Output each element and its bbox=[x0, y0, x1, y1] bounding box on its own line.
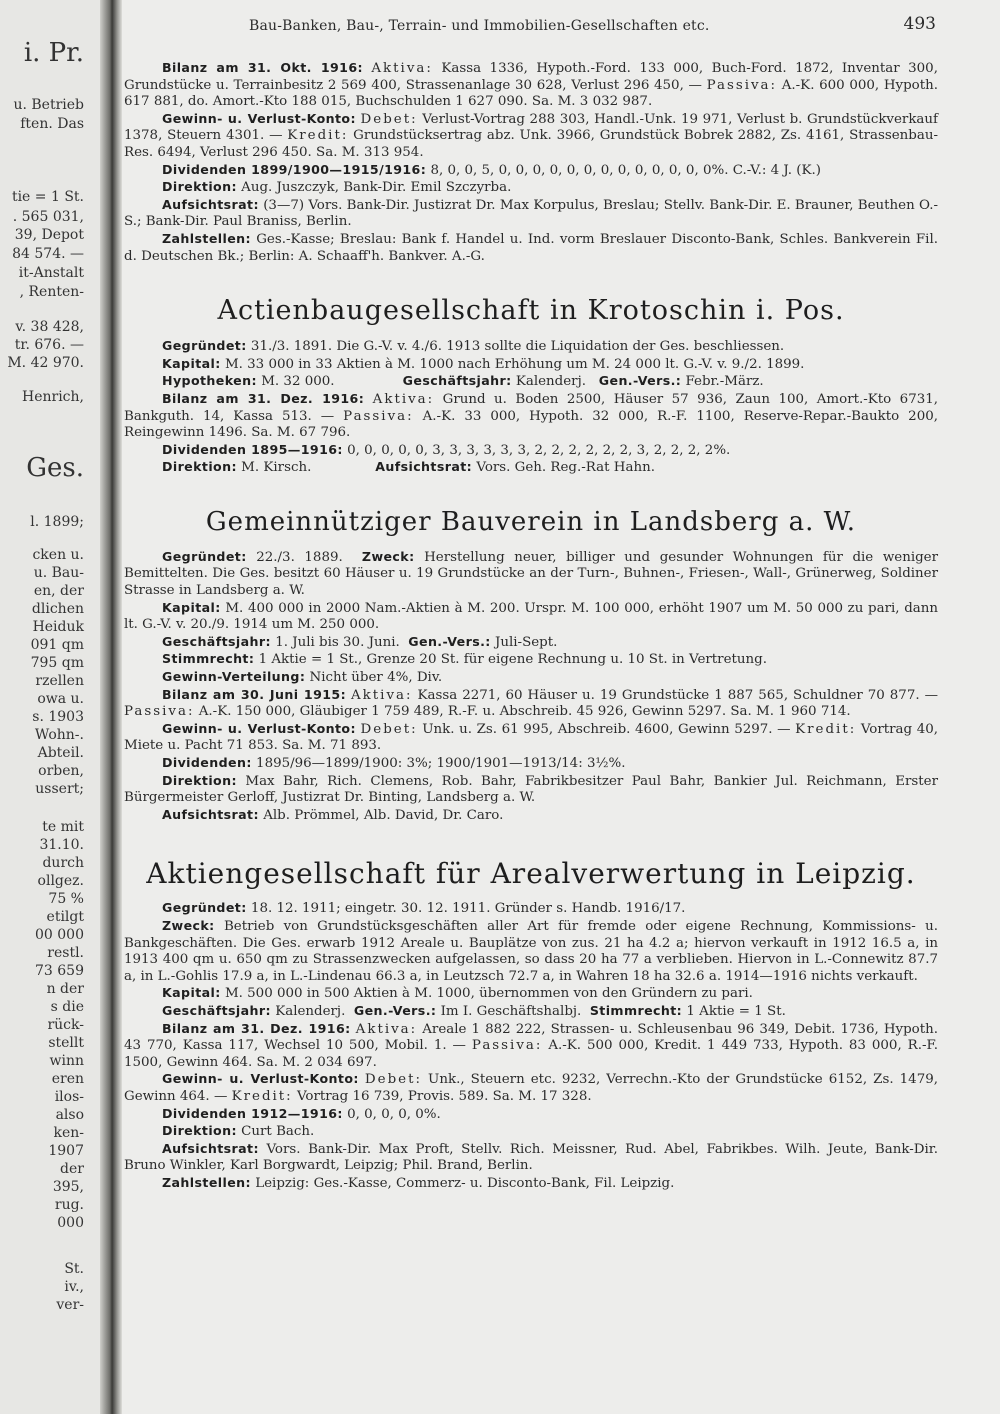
facing-page-fragment: v. 38 428, bbox=[15, 319, 84, 335]
profit-loss-account: Gewinn- u. Verlust-Konto: Debet: Unk., Steuern etc. 9232, Verrechn.-Kto der Grundstücke 6152, Zs. 1479, Gewinn 464. — Kredit: Vortrag 16 739, Provis. 589. Sa. M. 17 328. bbox=[124, 1071, 938, 1104]
facing-page-fragment: 84 574. — bbox=[12, 246, 84, 262]
facing-page-fragment: 000 bbox=[57, 1215, 84, 1231]
dividends: Dividenden: 1895/96—1899/1900: 3%; 1900/1901—1913/14: 3½%. bbox=[162, 755, 626, 771]
paying-agents: Zahlstellen: Leipzig: Ges.-Kasse, Commerz- u. Disconto-Bank, Fil. Leipzig. bbox=[162, 1174, 675, 1191]
facing-page-fragment: orben, bbox=[38, 763, 84, 779]
balance-sheet: Bilanz am 31. Okt. 1916: Aktiva: Kassa 1336, Hypoth.-Ford. 133 000, Buch-Ford. 1872, Inventar 300, Grundstücke u. Terrainbesitz 2 569 400, Strassenanlage 30 628, Verlust 296 450, — Passiva: A.-K. 600 000, Hypoth. 617 881, do. Amort.-Kto 188 015, Buchschulden 1 627 090. Sa. M. 3 032 987. bbox=[124, 60, 938, 110]
entry-continuation bbox=[124, 60, 938, 265]
founded-purpose: Gegründet: 22./3. 1889. Zweck: Herstellung neuer, billiger und gesunder Wohnungen für die weniger Bemittelten. Die Ges. besitzt 60 Häuser u. 19 Grundstücke an der Turn-, Buhnen-, Friesen-, Wall-, Grünerweg, Soldiner Strasse in Landsberg a. W. bbox=[124, 548, 939, 599]
profit-loss-account: Gewinn- u. Verlust-Konto: Debet: Unk. u. Zs. 61 995, Abschreib. 4600, Gewinn 5297. — Kredit: Vortrag 40, Miete u. Pacht 71 853. Sa. M. 71 893. bbox=[124, 720, 939, 754]
facing-page-fragment: ilos- bbox=[54, 1089, 84, 1105]
purpose: Zweck: Betrieb von Grundstücksgeschäften aller Art für fremde oder eigene Rechnung, Kommissions- u. Bankgeschäften. Die Ges. erwarb 1912 Areale u. Bauplätze von zus. 21 ha 4.2 a; hiervon verkauft in 1912 16.5 a, in 1913 400 qm u. 650 qm zu Strassenzwecken aufgelassen, so dass 20 ha 77 a verblieben. Hiervon in L.-Connewitz 87.7 a, in L.-Gohlis 17.9 a, in L.-Lindenau 66.3 a, in Leutzsch 72.7 a, in Wahren 18 ha 32.6 a. 1914—1916 nichts verkauft. bbox=[124, 917, 938, 984]
management: Direktion: Curt Bach. bbox=[162, 1123, 315, 1140]
facing-page-fragment: der bbox=[60, 1161, 84, 1177]
facing-page-fragment: en, der bbox=[33, 583, 84, 599]
facing-page-fragment: rug. bbox=[54, 1197, 84, 1213]
facing-page-fragment: 00 000 bbox=[35, 927, 84, 943]
voting-rights: Stimmrecht: 1 Aktie = 1 St., Grenze 20 St. für eigene Rechnung u. 10 St. in Vertretung. bbox=[162, 651, 767, 668]
balance-sheet: Bilanz am 31. Dez. 1916: Aktiva: Areale 1 882 222, Strassen- u. Schleusenbau 96 349, Debit. 1736, Hypoth. 43 770, Kassa 117, Wechsel 10 500, Mobil. 1. — Passiva: A.-K. 500 000, Kredit. 1 449 733, Hypoth. 83 000, R.-F. 1500, Gewinn 464. Sa. M. 2 034 697. bbox=[124, 1020, 938, 1070]
facing-page-fragment: 73 659 bbox=[35, 963, 84, 979]
facing-page-fragment: cken u. bbox=[32, 547, 84, 563]
running-head-title: Bau-Banken, Bau-, Terrain- und Immobilien-Gesellschaften etc. bbox=[249, 18, 710, 34]
facing-page-fragment: Abteil. bbox=[37, 745, 84, 761]
facing-page-fragment: ken- bbox=[53, 1125, 84, 1141]
founded: Gegründet: 31./3. 1891. Die G.-V. v. 4./6. 1913 sollte die Liquidation der Ges. beschliessen. bbox=[162, 338, 785, 355]
facing-page-fragment: 795 qm bbox=[30, 655, 84, 671]
facing-page-fragment: . 565 031, bbox=[12, 209, 84, 225]
paying-agents: Zahlstellen: Ges.-Kasse; Breslau: Bank f. Handel u. Ind. vorm Breslauer Disconto-Bank, Schles. Bankverein Fil. d. Deutschen Bk.; Berlin: A. Schaaff'h. Bankver. A.-G. bbox=[124, 230, 938, 264]
left-page-fragments bbox=[0, 0, 98, 1414]
mortgages-fiscal-year: Hypotheken: M. 32 000. Geschäftsjahr: Kalenderj. Gen.-Vers.: Febr.-März. bbox=[162, 373, 764, 390]
facing-page-fragment: , Renten- bbox=[19, 284, 84, 300]
capital: Kapital: M. 33 000 in 33 Aktien à M. 1000 nach Erhöhung um M. 24 000 lt. G.-V. v. 9./2. 1899. bbox=[162, 355, 805, 372]
balance-sheet: Bilanz am 30. Juni 1915: Aktiva: Kassa 2271, 60 Häuser u. 19 Grundstücke 1 887 565, Schuldner 70 877. — Passiva: A.-K. 150 000, Gläubiger 1 759 489, R.-F. u. Abschreib. 45 926, Gewinn 5297. Sa. M. 1 960 714. bbox=[124, 686, 938, 720]
facing-page-fragment: etilgt bbox=[46, 909, 84, 925]
facing-page-fragment: 39, Depot bbox=[14, 227, 84, 243]
facing-page-fragment: eren bbox=[51, 1071, 84, 1087]
facing-page-fragment: ften. Das bbox=[20, 116, 84, 132]
entry-landsberg bbox=[124, 507, 938, 825]
facing-page-fragment: 091 qm bbox=[30, 637, 84, 653]
facing-page-fragment: rück- bbox=[47, 1017, 84, 1033]
supervisory-board: Aufsichtsrat: (3—7) Vors. Bank-Dir. Justizrat Dr. Max Korpulus, Breslau; Stellv. Bank-Dir. E. Brauner, Beuthen O.-S.; Bank-Dir. Paul Braniss, Berlin. bbox=[124, 196, 938, 230]
facing-page-fragment: u. Bau- bbox=[33, 565, 84, 581]
facing-page-fragment: Wohn-. bbox=[34, 727, 84, 743]
facing-page-fragment: Henrich, bbox=[22, 389, 84, 405]
fiscal-year-voting: Geschäftsjahr: Kalenderj. Gen.-Vers.: Im I. Geschäftshalbj. Stimmrecht: 1 Aktie = 1 St. bbox=[162, 1002, 786, 1019]
management-board: Direktion: M. Kirsch. Aufsichtsrat: Vors. Geh. Reg.-Rat Hahn. bbox=[162, 459, 655, 476]
facing-page-fragment: Ges. bbox=[26, 453, 84, 483]
facing-page-fragment: 1907 bbox=[48, 1143, 84, 1159]
facing-page-fragment: i. Pr. bbox=[23, 38, 84, 68]
facing-page-fragment: M. 42 970. bbox=[7, 355, 84, 371]
facing-page-fragment: te mit bbox=[42, 819, 84, 835]
entry-title: Aktiengesellschaft für Arealverwertung in Leipzig. bbox=[146, 857, 916, 891]
capital: Kapital: M. 500 000 in 500 Aktien à M. 1000, übernommen von den Gründern zu pari. bbox=[162, 985, 753, 1002]
facing-page-fragment: durch bbox=[42, 855, 84, 871]
facing-page-fragment: stellt bbox=[48, 1035, 84, 1051]
entry-title: Actienbaugesellschaft in Krotoschin i. Pos. bbox=[217, 295, 845, 327]
facing-page-fragment: n der bbox=[46, 981, 84, 997]
balance-sheet: Bilanz am 31. Dez. 1916: Aktiva: Grund u. Boden 2500, Häuser 57 936, Zaun 100, Amort.-Kto 6731, Bankguth. 14, Kassa 513. — Passiva: A.-K. 33 000, Hypoth. 32 000, R.-F. 1100, Reserve-Repar.-Baukto 200, Reingewinn 1496. Sa. M. 67 796. bbox=[124, 390, 939, 441]
capital: Kapital: M. 400 000 in 2000 Nam.-Aktien à M. 200. Urspr. M. 100 000, erhöht 1907 um M. 50 000 zu pari, dann lt. G.-V. v. 20./9. 1914 um M. 250 000. bbox=[124, 599, 938, 633]
entry-title: Gemeinnütziger Bauverein in Landsberg a. W. bbox=[205, 506, 857, 537]
entry-leipzig bbox=[124, 858, 938, 1192]
facing-page-fragment: Heiduk bbox=[32, 619, 84, 635]
facing-page-fragment: ollgez. bbox=[37, 873, 84, 889]
facing-page-fragment: it-Anstalt bbox=[18, 265, 84, 281]
profit-loss-account: Gewinn- u. Verlust-Konto: Debet: Verlust-Vortrag 288 303, Handl.-Unk. 19 971, Verlust b. Grundstückverkauf 1378, Steuern 4301. — Kredit: Grundstücksertrag abz. Unk. 3966, Grundstück Bobrek 2882, Zs. 4161, Strassenbau-Res. 6494, Verlust 296 450. Sa. M. 313 954. bbox=[124, 110, 939, 160]
facing-page-fragment: rzellen bbox=[35, 673, 84, 689]
facing-page-fragment: St. bbox=[64, 1261, 84, 1277]
facing-page-fragment: s. 1903 bbox=[32, 709, 84, 725]
facing-page-fragment: dlichen bbox=[31, 601, 84, 617]
facing-page-fragment: also bbox=[55, 1107, 84, 1123]
facing-page-fragment: tie = 1 St. bbox=[11, 189, 84, 205]
facing-page-fragment: u. Betrieb bbox=[13, 97, 84, 113]
profit-distribution: Gewinn-Verteilung: Nicht über 4%, Div. bbox=[162, 669, 443, 686]
facing-page-fragment: l. 1899; bbox=[30, 514, 84, 530]
facing-page-fragment: 31.10. bbox=[39, 837, 84, 853]
entry-krotoschin bbox=[124, 296, 938, 477]
facing-page-fragment: iv., bbox=[64, 1279, 84, 1295]
supervisory-board: Aufsichtsrat: Vors. Bank-Dir. Max Proft, Stellv. Rich. Meissner, Rud. Abel, Fabrikbes. Wilh. Jeute, Bank-Dir. Bruno Winkler, Karl Borgwardt, Leipzig; Phil. Brand, Berlin. bbox=[124, 1140, 938, 1174]
running-head bbox=[124, 14, 938, 40]
facing-page-fragment: ussert; bbox=[35, 781, 84, 797]
dividends: Dividenden 1895—1916: 0, 0, 0, 0, 0, 3, 3, 3, 3, 3, 3, 2, 2, 2, 2, 2, 2, 3, 2, 2, 2, 2%. bbox=[162, 441, 731, 458]
facing-page-fragment: 75 % bbox=[48, 891, 84, 907]
facing-page-fragment: s die bbox=[50, 999, 84, 1015]
dividends: Dividenden 1899/1900—1915/1916: 8, 0, 0, 5, 0, 0, 0, 0, 0, 0, 0, 0, 0, 0, 0, 0, 0%. C.-V.: 4 J. (K.) bbox=[162, 161, 821, 178]
fiscal-year: Geschäftsjahr: 1. Juli bis 30. Juni. Gen.-Vers.: Juli-Sept. bbox=[162, 633, 558, 650]
book-gutter bbox=[100, 0, 122, 1414]
facing-page-fragment: 395, bbox=[52, 1179, 84, 1195]
facing-page-fragment: ver- bbox=[56, 1297, 84, 1313]
management: Direktion: Aug. Juszczyk, Bank-Dir. Emil Szczyrba. bbox=[162, 179, 512, 196]
page-content bbox=[124, 14, 938, 1192]
supervisory-board: Aufsichtsrat: Alb. Prömmel, Alb. David, Dr. Caro. bbox=[162, 806, 504, 823]
facing-page-fragment: restl. bbox=[47, 945, 84, 961]
facing-page-fragment: tr. 676. — bbox=[14, 337, 84, 353]
facing-page-fragment: owa u. bbox=[37, 691, 84, 707]
page-number: 493 bbox=[903, 14, 936, 34]
founded: Gegründet: 18. 12. 1911; eingetr. 30. 12. 1911. Gründer s. Handb. 1916/17. bbox=[162, 900, 686, 917]
facing-page-fragment: winn bbox=[49, 1053, 84, 1069]
dividends: Dividenden 1912—1916: 0, 0, 0, 0, 0%. bbox=[162, 1105, 441, 1122]
management: Direktion: Max Bahr, Rich. Clemens, Rob. Bahr, Fabrikbesitzer Paul Bahr, Bankier Jul. Reichmann, Erster Bürgermeister Gerloff, Justizrat Dr. Binting, Landsberg a. W. bbox=[124, 772, 938, 806]
